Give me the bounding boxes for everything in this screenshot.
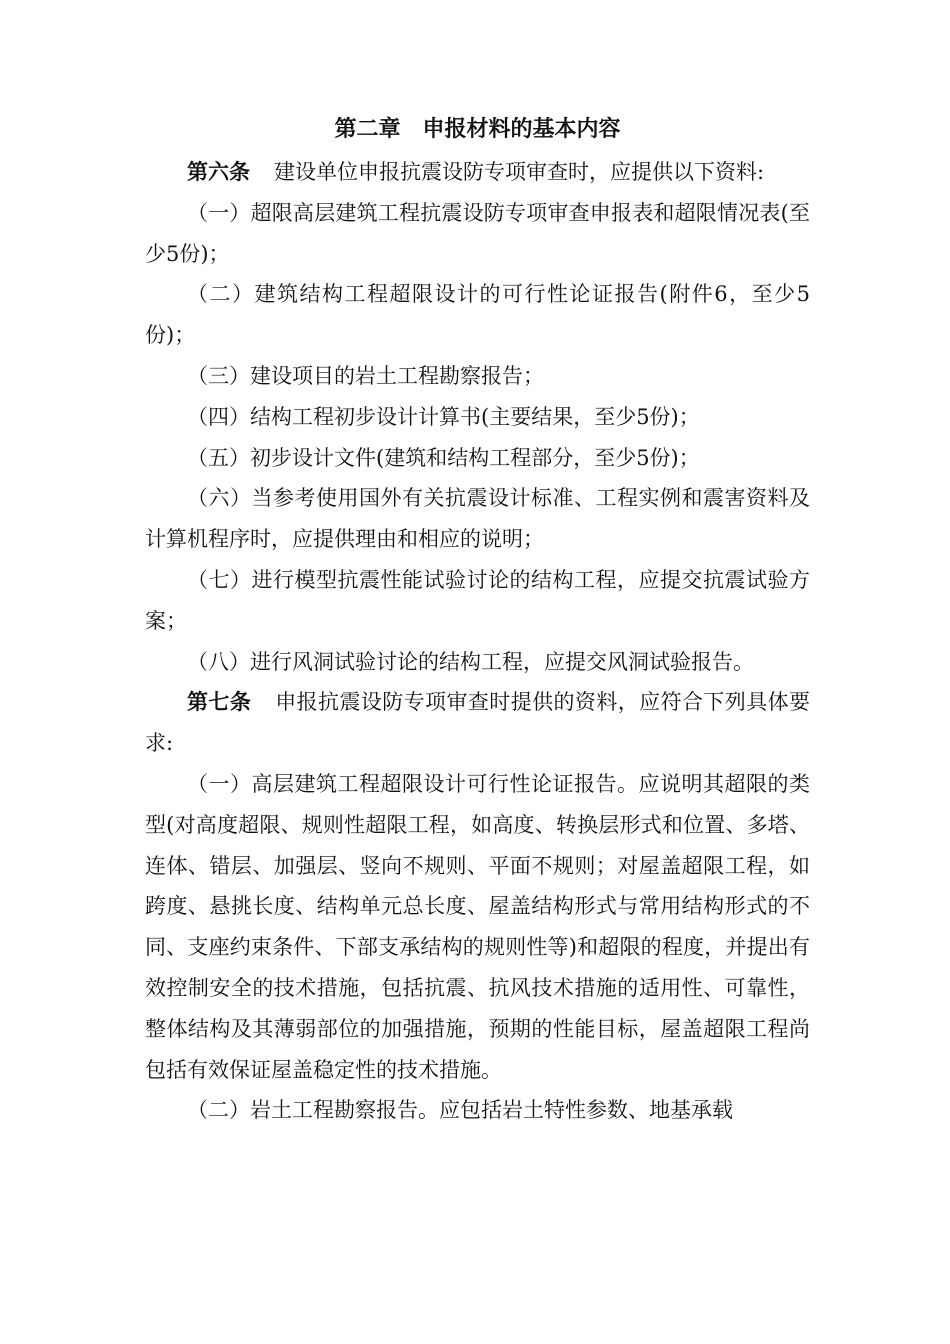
article-7-heading: 第七条 — [187, 690, 252, 715]
article-7-item-1: （一）高层建筑工程超限设计可行性论证报告。应说明其超限的类型(对高度超限、规则性超限工程，如高度、转换层形式和位置、多塔、连体、错层、加强层、竖向不规则、平面不规则；对屋盖超限工程，如跨度、悬挑长度、结构单元总长度、屋盖结构形式与常用结构形式的不同、支座约束条件、下部支承结构的规则性等)和超限的程度，并提出有效控制安全的技术措施，包括抗震、抗风技术措施的适用性、可靠性，整体结构及其薄弱部位的加强措施，预期的性能目标，屋盖超限工程尚包括有效保证屋盖稳定性的技术措施。 — [145, 771, 810, 1082]
article-7-intro-text: 申报抗震设防专项审查时提供的资料，应符合下列具体要求: — [145, 690, 811, 756]
article-7-intro — [145, 682, 810, 764]
article-6-item-5: （五）初步设计文件(建筑和结构工程部分，至少5份)； — [187, 445, 700, 470]
article-6-item-8: （八）进行风洞试验讨论的结构工程，应提交风洞试验报告。 — [187, 649, 754, 674]
article-6-item-1: （一）超限高层建筑工程抗震设防专项审查申报表和超限情况表(至少5份)； — [145, 200, 810, 266]
article-6-item-2: （二）建筑结构工程超限设计的可行性论证报告(附件6，至少5份)； — [145, 282, 810, 348]
article-6-item-3: （三）建设项目的岩土工程勘察报告； — [187, 363, 544, 388]
article-6-item-6: （六）当参考使用国外有关抗震设计标准、工程实例和震害资料及计算机程序时，应提供理由和相应的说明； — [145, 486, 810, 552]
article-6-intro — [145, 152, 810, 193]
article-6-item-4: （四）结构工程初步设计计算书(主要结果，至少5份)； — [187, 404, 700, 429]
article-6-heading: 第六条 — [187, 160, 250, 184]
article-6-item-7: （七）进行模型抗震性能试验讨论的结构工程，应提交抗震试验方案； — [145, 567, 810, 633]
article-6-intro-text: 建设单位申报抗震设防专项审查时，应提供以下资料: — [274, 160, 765, 184]
document-body — [145, 114, 810, 1131]
chapter-title: 第二章 申报材料的基本内容 — [334, 117, 621, 142]
article-7-item-2: （二）岩土工程勘察报告。应包括岩土特性参数、地基承载 — [187, 1098, 733, 1123]
